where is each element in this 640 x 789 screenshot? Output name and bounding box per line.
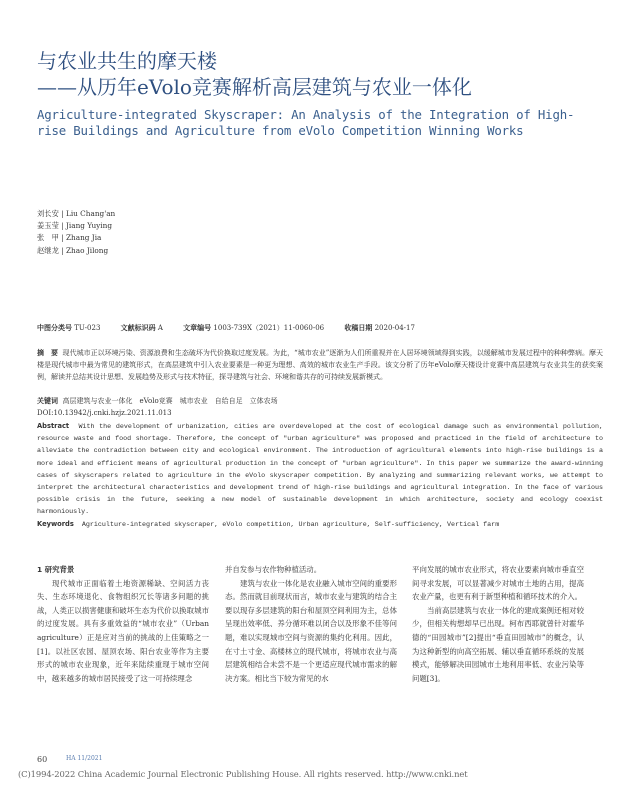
doc-code-value: A — [157, 324, 163, 332]
page-number: 60 — [37, 755, 48, 764]
received-date-value: 2020-04-17 — [374, 324, 415, 332]
article-number-value: 1003-739X（2021）11-0060-06 — [213, 324, 325, 332]
body-paragraph: 建筑与农业一体化是农业融入城市空间的重要形态。然而就目前现状而言，城市农业与建筑的结合主要以现存多层建筑的阳台和屋顶空间利用为主，总体呈现出效率低、养分循环难以闭合以及形象不佳等问题，难以实现城市空间与资源的集约化利用。因此，在寸土寸金、高楼林立的现代城市，将城市农业与高层建筑相结合未尝不是一个更适应现代城市需求的解决方案。相比当下较为常见的水 — [225, 578, 397, 683]
keywords-english — [37, 518, 603, 531]
author-1: 刘长安 | Liu Chang'an — [37, 209, 116, 218]
body-paragraph: 当前高层建筑与农业一体化的建成案例还相对较少，但相关构想却早已出现。柯布西耶就曾针对霍华德的“田园城市”[2]提出“垂直田园城市”的概念，认为这种新型的向高空拓展、辅以垂直循环系统的发展模式，能够解决田园城市土地利用率低、农业污染等问题[3]。 — [412, 605, 584, 683]
doc-code-label: 文献标识码 — [120, 324, 156, 332]
keywords-english-label: Keywords — [37, 520, 74, 528]
abstract-chinese — [37, 347, 603, 383]
keywords-chinese-text: 高层建筑与农业一体化 eVolo竞赛 城市农业 自给自足 立体农场 — [62, 397, 278, 405]
body-paragraph: 平向发展的城市农业形式，将农业要素向城市垂直空间寻求发展，可以显著减少对城市土地的占用，提高农业产量，也更有利于新型种植和循环技术的介入。 — [412, 565, 584, 602]
keywords-chinese — [37, 395, 603, 407]
title-chinese-line-2: ——从历年eVolo竞赛解析高层建筑与农业一体化 — [37, 75, 472, 99]
title-chinese-line-1: 与农业共生的摩天楼 — [37, 49, 217, 73]
abstract-english-text: With the development of urbanization, cities are overdeveloped at the cost of ecological damage such as environmental pollution, resource waste and food shortage. Therefore, the concept of "urban agriculture" was proposed and practiced in the field of architecture to alleviate the contradiction between city and ecological environment. The introduction of agricultural elements into high-rise buildings is a more ideal and efficient means of agricultural production in the concept of "urban agriculture". In this paper we summarize the award-winning cases of skyscrapers related to agriculture in the eVolo skyscraper competition. By analyzing and summarizing relevant works, we attempt to interpret the architectural characteristics and development trend of high-rise buildings and agricultural integration. In the face of various possible crisis in the future, seeking a new model of sustainable development in which architecture, society and ecology coexist harmoniously. — [37, 423, 603, 517]
section-heading: 1 研究背景 — [37, 565, 75, 574]
body-column-2 — [225, 563, 397, 685]
author-3: 张 甲 | Zhang Jia — [37, 233, 102, 243]
body-paragraph: 现代城市正面临着土地资源稀缺、空间活力丧失、生态环境退化、食物组织冗长等诸多问题的挑战，人类正以损害健康和破坏生态为代价以换取城市的过度发展。具有多重效益的“城市农业”（Urban agriculture）正是应对当前的挑战的上佳策略之一[1]。以社区农园、屋顶农场、阳台农业等作为主要形式的城市农业现象，近年来陆续重现于城市空间中，越来越多的城市居民接受了这一可持续理念 — [37, 578, 209, 683]
author-4: 赵继龙 | Zhao Jilong — [37, 245, 109, 255]
doi: DOI:10.13942/j.cnki.hzjz.2021.11.013 — [37, 409, 172, 417]
clc-value: TU-023 — [74, 324, 101, 332]
abstract-chinese-text: 现代城市正以环境污染、资源浪费和生态破坏为代价换取过度发展。为此，“城市农业”逐渐为人们所重视并在人居环境领域得到实践，以缓解城市发展过程中的种种弊病。摩天楼是现代城市中最为常见的建筑形式，在高层建筑中引入农业要素是一种更为理想、高效的城市农业生产手段。该文分析了历年eVolo摩天楼设计竞赛中高层建筑与农业共生的获奖案例，解读并总结其设计思想、发展趋势及形式与技术特征，探寻建筑与社会、环境和谐共存的可持续发展新模式。 — [37, 349, 604, 381]
article-number-label: 文章编号 — [183, 324, 212, 332]
journal-footer: HA 11/2021 — [66, 755, 103, 762]
abstract-english-label: Abstract — [37, 422, 70, 430]
author-list — [37, 208, 115, 257]
clc-label: 中图分类号 — [37, 324, 72, 332]
article-metadata — [37, 323, 433, 333]
abstract-chinese-label: 摘 要 — [37, 349, 59, 357]
copyright-notice: (C)1994-2022 China Academic Journal Electronic Publishing House. All rights reserved. http://www.cnki.net — [18, 769, 468, 779]
body-paragraph: 并自发参与农作物种植活动。 — [225, 565, 322, 574]
body-column-3 — [412, 563, 584, 685]
title-english-line-2: rise Buildings and Agriculture from eVolo Competition Winning Works — [37, 123, 524, 138]
body-column-1 — [37, 563, 209, 685]
keywords-chinese-label: 关键词 — [37, 397, 58, 405]
keywords-english-text: Agriculture-integrated skyscraper, eVolo competition, Urban agriculture, Self-sufficiency, Vertical farm — [81, 521, 500, 529]
received-date-label: 收稿日期 — [344, 324, 373, 332]
author-2: 姜玉莹 | Jiang Yuying — [37, 221, 112, 231]
abstract-english — [37, 420, 603, 519]
title-english-line-1: Agriculture-integrated Skyscraper: An Analysis of the Integration of High- — [37, 107, 575, 122]
